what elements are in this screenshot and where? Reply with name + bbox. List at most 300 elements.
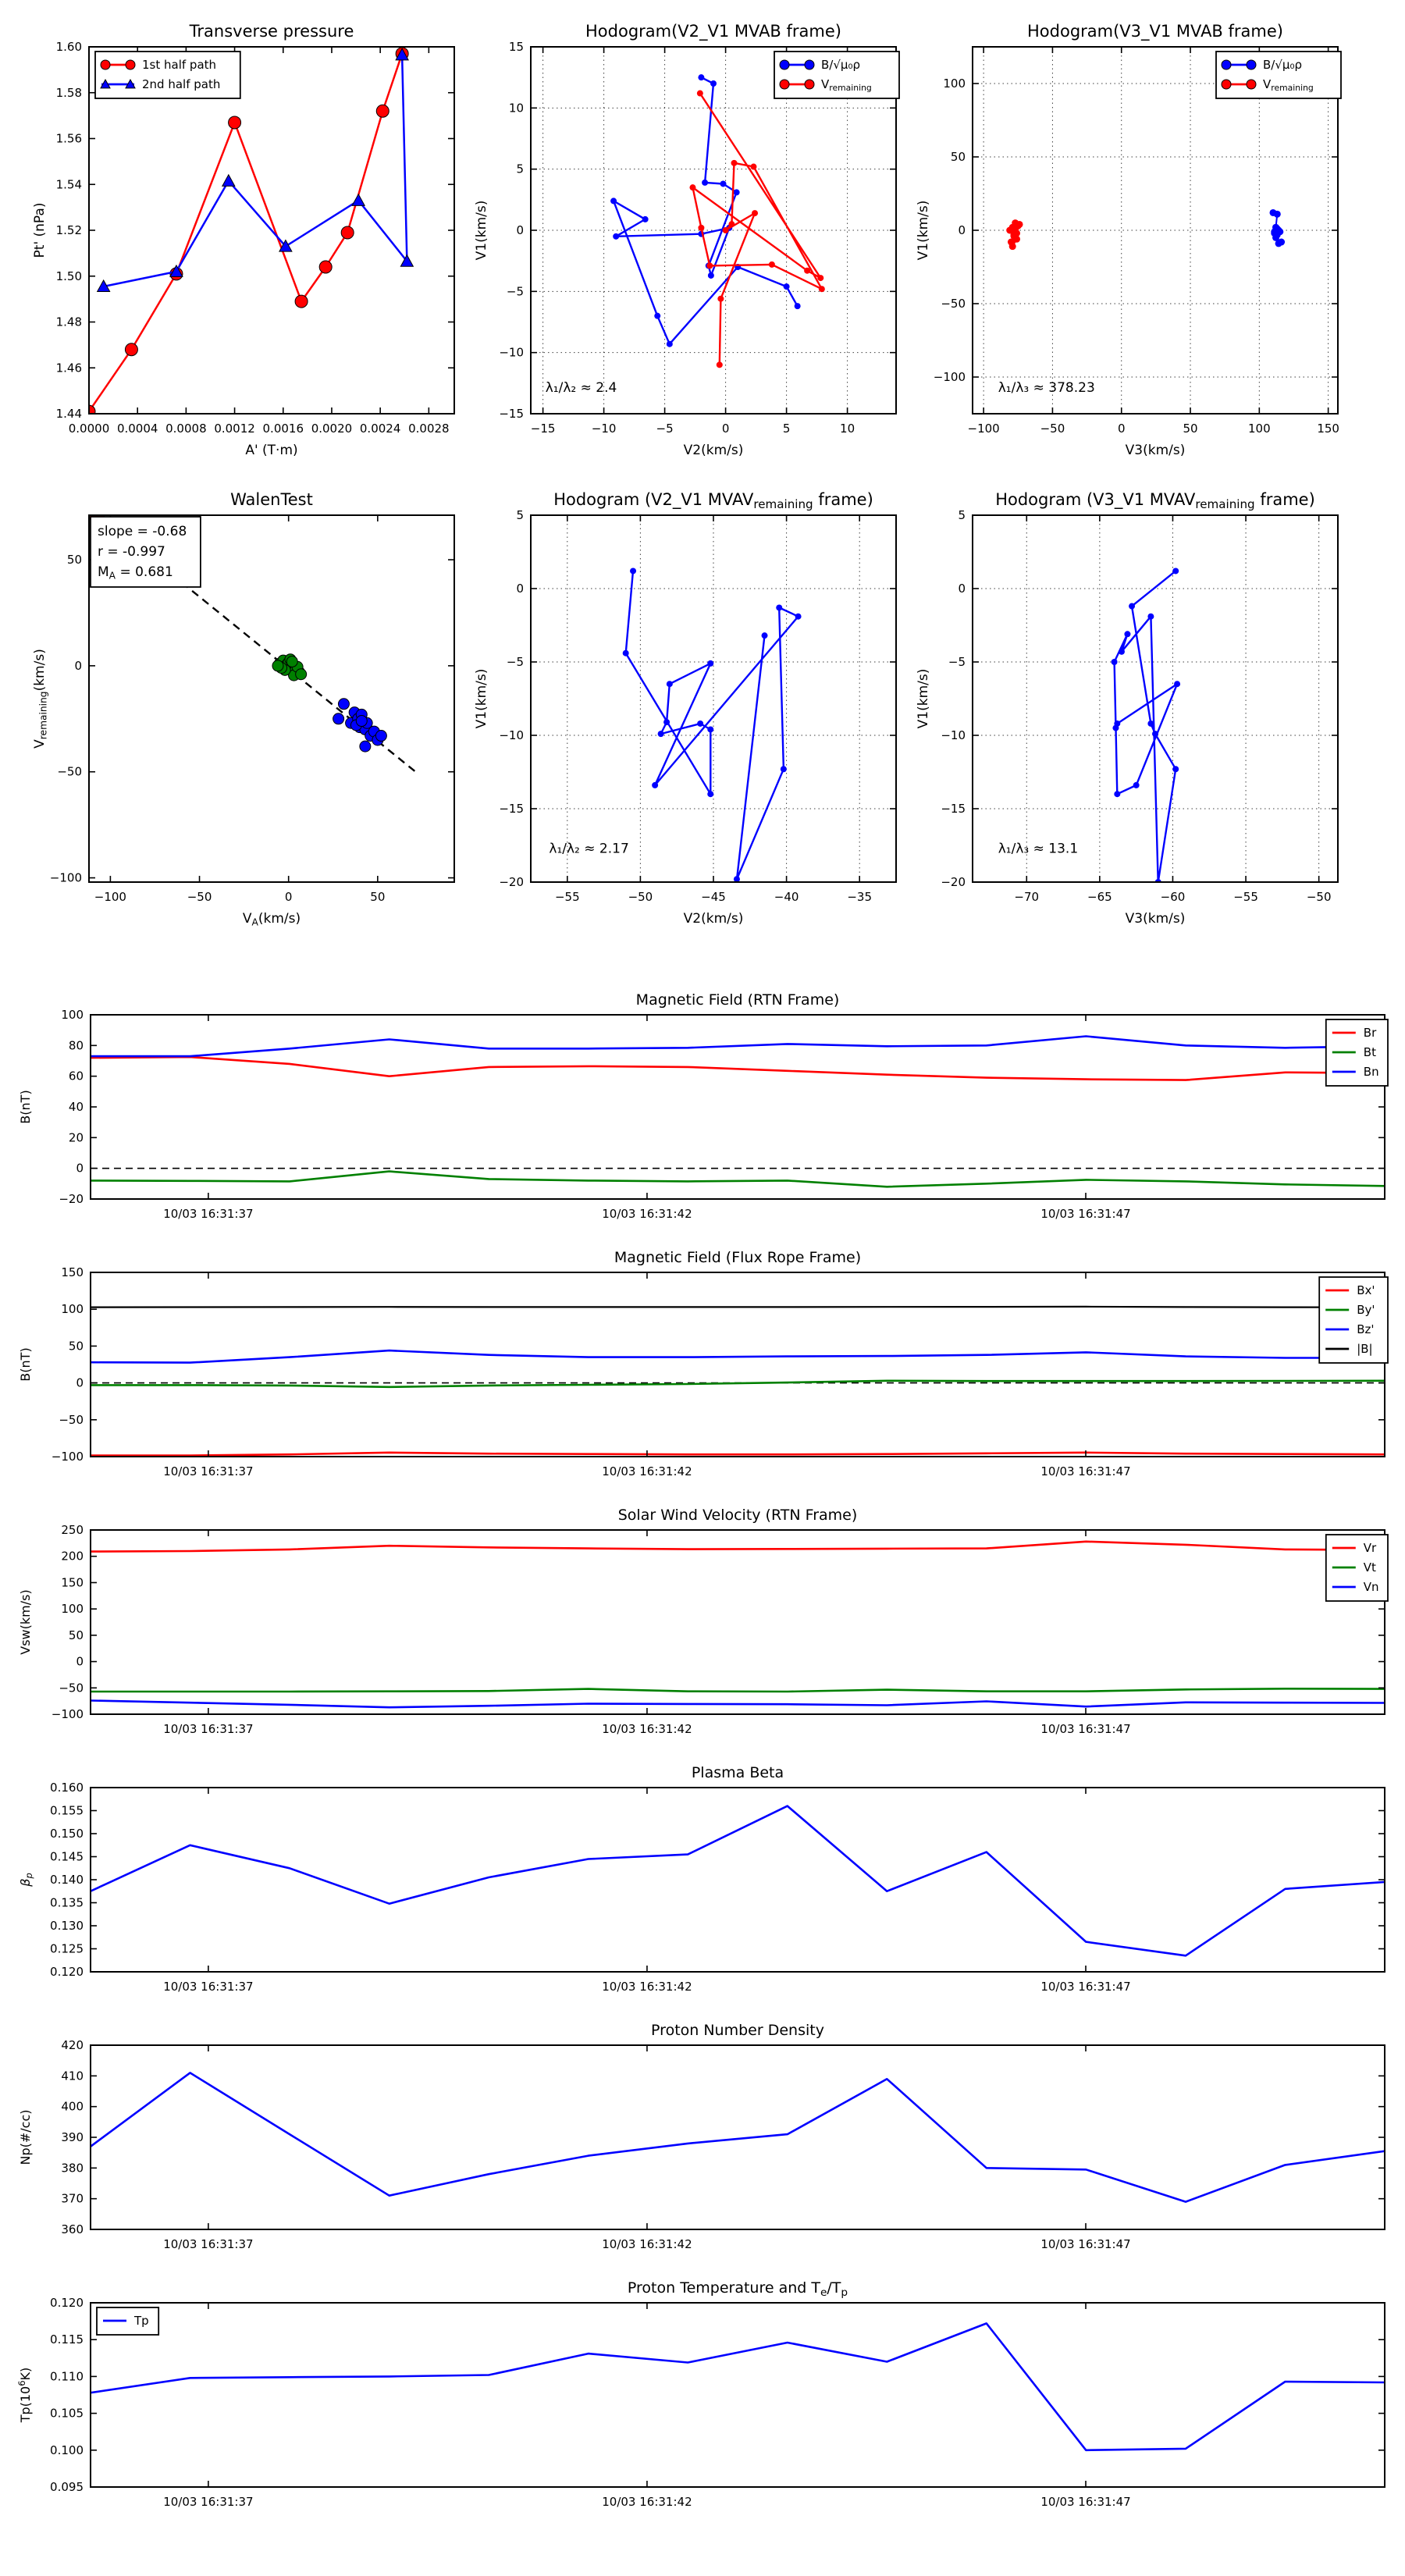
marker-circle: [360, 741, 371, 752]
marker-circle: [697, 91, 703, 97]
y-tick-label: 0: [958, 223, 966, 237]
marker-circle: [817, 275, 823, 281]
axes-frame: [531, 47, 896, 414]
marker-circle: [333, 713, 344, 724]
marker-circle: [654, 313, 660, 319]
chart-title: Hodogram (V2_V1 $MVAV_{remaining}$ frame): [553, 490, 873, 512]
series-line-v-remaining-hodo: [626, 571, 799, 879]
vsw-rtn-chart: [8, 1497, 1396, 1755]
x-tick-label: 0: [1117, 422, 1126, 436]
y-tick-label: 370: [61, 2191, 84, 2206]
chart-title: Plasma Beta: [691, 1764, 784, 1781]
y-tick-label: −50: [59, 1412, 84, 1427]
marker-circle: [1247, 80, 1256, 89]
marker-triangle: [222, 175, 235, 187]
marker-circle: [776, 604, 782, 610]
axes-frame: [91, 2045, 1385, 2229]
x-tick-label: 10/03 16:31:37: [163, 1207, 254, 1221]
y-tick-label: −20: [941, 875, 966, 889]
marker-circle: [613, 233, 619, 240]
b-flux-rope-chart: [8, 1240, 1396, 1497]
x-tick-label: 10/03 16:31:42: [602, 1464, 692, 1478]
y-tick-label: 0.140: [50, 1873, 84, 1887]
y-tick-label: 1.58: [55, 85, 82, 100]
x-tick-label: −65: [1087, 890, 1112, 904]
series-group: [610, 74, 825, 368]
y-tick-label: 0.100: [50, 2443, 84, 2457]
marker-circle: [1222, 60, 1231, 69]
chart-title: Transverse pressure: [189, 22, 354, 41]
marker-circle: [731, 160, 738, 166]
y-tick-label: −100: [49, 870, 82, 885]
x-axis-label: V3(km/s): [1125, 443, 1186, 458]
marker-circle: [642, 216, 649, 222]
y-tick-label: 0: [76, 1161, 84, 1176]
y-tick-label: 5: [958, 508, 966, 522]
marker-circle: [769, 262, 775, 268]
marker-circle: [1112, 659, 1118, 665]
series-line-Np: [91, 2073, 1385, 2201]
y-axis-label: Pt' (nPa): [32, 202, 48, 258]
y-tick-label: −50: [57, 764, 82, 779]
y-tick-label: 40: [68, 1100, 84, 1114]
marker-circle: [229, 116, 241, 129]
y-tick-label: −100: [51, 1707, 84, 1721]
marker-circle: [697, 720, 703, 727]
y-tick-label: 60: [68, 1069, 84, 1083]
y-tick-label: −15: [941, 802, 966, 816]
y-tick-label: 1.46: [55, 361, 82, 375]
x-tick-label: 10/03 16:31:37: [163, 2237, 254, 2251]
series-group: [91, 2323, 1385, 2450]
marker-circle: [795, 614, 802, 620]
y-axis-label: V1(km/s): [916, 668, 931, 729]
marker-circle: [1152, 731, 1158, 737]
legend-label: Vr: [1363, 1541, 1377, 1555]
marker-circle: [819, 286, 825, 292]
marker-circle: [376, 105, 389, 117]
marker-circle: [707, 726, 713, 732]
y-axis-label: V1(km/s): [916, 200, 931, 261]
marker-circle: [663, 719, 670, 725]
series-group: [1006, 209, 1285, 250]
marker-circle: [375, 731, 386, 742]
x-tick-label: −45: [701, 890, 726, 904]
marker-circle: [707, 660, 713, 667]
lambda-annotation: λ₁/λ₂ ≈ 2.17: [549, 841, 629, 857]
y-tick-label: 1.50: [55, 269, 82, 283]
y-tick-label: −10: [499, 345, 524, 360]
x-tick-label: 5: [782, 422, 791, 436]
x-tick-label: 10/03 16:31:37: [163, 2495, 254, 2509]
panel-b-flux-rope: [8, 1240, 1396, 1500]
info-box-line: $M_A = 0.681$: [98, 564, 173, 582]
y-tick-label: −20: [59, 1192, 84, 1206]
marker-circle: [728, 221, 735, 227]
y-axis-label: Vsw(km/s): [18, 1589, 33, 1655]
x-tick-label: −70: [1014, 890, 1040, 904]
marker-circle: [723, 227, 729, 233]
panel-hodogram-v2v1-mvav: [468, 478, 909, 941]
panel-b-rtn: [8, 982, 1396, 1243]
x-tick-label: −50: [187, 890, 212, 904]
marker-circle: [101, 60, 110, 69]
marker-circle: [341, 226, 354, 239]
y-tick-label: −5: [506, 655, 524, 669]
x-tick-label: 0.0004: [116, 422, 158, 436]
x-tick-label: 10/03 16:31:42: [602, 1207, 692, 1221]
x-tick-label: 50: [370, 890, 386, 904]
y-tick-label: 5: [516, 508, 524, 522]
x-tick-label: −50: [1040, 422, 1065, 436]
marker-circle: [706, 262, 713, 269]
y-tick-label: −100: [51, 1450, 84, 1464]
marker-circle: [784, 283, 790, 290]
chart-title: Proton Number Density: [651, 2022, 824, 2039]
x-tick-label: 0.0016: [262, 422, 304, 436]
chart-title: Proton Temperature and $T_e/T_p$: [627, 2279, 848, 2299]
y-tick-label: 0.110: [50, 2369, 84, 2384]
legend-label: 1st half path: [142, 58, 217, 72]
x-tick-label: 0: [721, 422, 730, 436]
y-tick-label: −15: [499, 802, 524, 816]
x-tick-label: 10/03 16:31:42: [602, 2237, 692, 2251]
y-tick-label: 390: [61, 2130, 84, 2144]
walen-test-chart: [27, 478, 468, 938]
proton-temperature-chart: [8, 2270, 1396, 2528]
marker-circle: [707, 791, 713, 797]
lambda-annotation: λ₁/λ₃ ≈ 13.1: [998, 841, 1079, 857]
marker-circle: [1222, 80, 1231, 89]
y-axis-label: V1(km/s): [474, 200, 489, 261]
y-tick-label: 0.120: [50, 1965, 84, 1979]
series-line-v-remaining: [693, 94, 822, 365]
y-tick-label: 0: [516, 223, 524, 237]
marker-circle: [1172, 766, 1179, 772]
marker-circle: [1133, 782, 1140, 788]
info-box-line: slope = -0.68: [98, 524, 187, 539]
legend-label: Bz': [1357, 1322, 1375, 1336]
y-tick-label: 0.150: [50, 1827, 84, 1841]
series-line-Tp: [91, 2323, 1385, 2450]
axes-frame: [91, 1530, 1385, 1714]
marker-circle: [125, 343, 137, 356]
y-tick-label: 1.52: [55, 223, 82, 237]
x-tick-label: 10/03 16:31:37: [163, 1722, 254, 1736]
y-tick-label: 0.155: [50, 1803, 84, 1818]
y-tick-label: 1.54: [55, 177, 82, 192]
series-line-Bn: [91, 1037, 1385, 1057]
marker-circle: [338, 699, 349, 710]
marker-circle: [1114, 720, 1120, 727]
y-tick-label: 0.120: [50, 2296, 84, 2310]
marker-circle: [1129, 603, 1135, 610]
hodogram-v2v1-mvab-chart: [468, 9, 909, 470]
legend-label: Br: [1363, 1026, 1377, 1040]
marker-circle: [1274, 226, 1281, 233]
series-line-Bx-prime: [91, 1453, 1385, 1456]
legend-label: 2nd half path: [142, 77, 221, 91]
marker-circle: [295, 295, 308, 308]
y-tick-label: 50: [68, 1628, 84, 1642]
marker-circle: [126, 60, 135, 69]
y-tick-label: 50: [68, 1339, 84, 1354]
x-tick-label: −35: [847, 890, 873, 904]
marker-circle: [752, 210, 758, 216]
x-tick-label: 0.0008: [165, 422, 207, 436]
y-tick-label: 50: [66, 553, 82, 568]
panel-hodogram-v3v1-mvav: [910, 478, 1351, 941]
marker-circle: [1147, 614, 1154, 620]
panel-hodogram-v2v1-mvab: [468, 9, 909, 473]
marker-circle: [780, 80, 789, 89]
y-tick-label: 1.44: [55, 407, 82, 421]
legend-label: Vt: [1363, 1560, 1376, 1574]
x-tick-label: 10/03 16:31:47: [1040, 1464, 1131, 1478]
x-tick-label: 10/03 16:31:37: [163, 1464, 254, 1478]
marker-circle: [795, 303, 801, 309]
y-tick-label: −10: [499, 728, 524, 742]
y-tick-label: 410: [61, 2069, 84, 2083]
y-tick-label: 0.095: [50, 2480, 84, 2494]
legend-label: |B|: [1357, 1342, 1373, 1356]
series-group: [83, 48, 413, 418]
marker-circle: [610, 197, 617, 204]
y-tick-label: 420: [61, 2038, 84, 2052]
hodogram-v2v1-mvav-chart: [468, 478, 909, 938]
y-tick-label: 0: [76, 1654, 84, 1669]
y-tick-label: 0: [516, 582, 524, 596]
x-tick-label: 10/03 16:31:47: [1040, 1980, 1131, 1994]
series-line-beta-p: [91, 1806, 1385, 1956]
plasma-beta-chart: [8, 1755, 1396, 2012]
marker-circle: [750, 164, 756, 170]
series-group: [91, 1307, 1385, 1456]
y-tick-label: 5: [516, 162, 524, 176]
y-axis-label: $V_{remaining}(km/s)$: [32, 649, 49, 749]
series-line-Bt: [91, 1172, 1385, 1187]
y-tick-label: 150: [61, 1265, 84, 1279]
marker-circle: [702, 180, 708, 186]
y-axis-label: B(nT): [18, 1090, 33, 1124]
series-group: [91, 2073, 1385, 2201]
panel-plasma-beta: [8, 1755, 1396, 2016]
panel-hodogram-v3v1-mvab: [910, 9, 1351, 473]
x-tick-label: −50: [628, 890, 653, 904]
x-axis-label: V2(km/s): [683, 443, 744, 458]
series-group: [91, 1806, 1385, 1956]
marker-circle: [1247, 60, 1256, 69]
x-tick-label: 10/03 16:31:42: [602, 1980, 692, 1994]
x-axis-label: $V_A(km/s)$: [242, 911, 301, 928]
y-tick-label: 250: [61, 1523, 84, 1537]
y-tick-label: 20: [68, 1130, 84, 1145]
legend-label: Tp: [134, 2314, 149, 2328]
marker-circle: [1010, 231, 1017, 238]
series-line-Vr: [91, 1542, 1385, 1552]
y-tick-label: 100: [943, 76, 966, 91]
series-line-v-remaining-hodo3: [1115, 571, 1178, 882]
legend-label: $V_{remaining}$: [1263, 77, 1314, 93]
y-axis-label: Np(#/cc): [18, 2109, 33, 2165]
y-axis-label: V1(km/s): [474, 668, 489, 729]
hodogram-v3v1-mvav-chart: [910, 478, 1351, 938]
x-axis-label: A' (T·m): [245, 443, 298, 458]
y-tick-label: 100: [61, 1602, 84, 1617]
lambda-annotation: λ₁/λ₃ ≈ 378.23: [998, 379, 1095, 396]
y-tick-label: 1.56: [55, 131, 82, 146]
marker-circle: [319, 261, 332, 273]
y-tick-label: 50: [950, 150, 966, 164]
x-tick-label: 50: [1183, 422, 1198, 436]
marker-circle: [286, 656, 297, 667]
b-rtn-chart: [8, 982, 1396, 1240]
x-tick-label: 0: [284, 890, 293, 904]
x-tick-label: 0.0012: [214, 422, 255, 436]
y-tick-label: 0.130: [50, 1919, 84, 1933]
marker-circle: [781, 766, 787, 772]
lambda-annotation: λ₁/λ₂ ≈ 2.4: [545, 379, 617, 396]
marker-circle: [667, 681, 673, 687]
marker-circle: [804, 268, 810, 274]
axes-frame: [531, 515, 896, 882]
y-axis-label: $Tp(10^6K)$: [16, 2367, 33, 2423]
x-tick-label: 0.0024: [359, 422, 401, 436]
marker-circle: [1009, 243, 1016, 250]
x-tick-label: 0.0020: [311, 422, 353, 436]
axes-frame: [91, 2303, 1385, 2487]
y-tick-label: 0.145: [50, 1849, 84, 1864]
y-tick-label: 0.125: [50, 1941, 84, 1956]
x-tick-label: 0.0028: [408, 422, 450, 436]
y-tick-label: −15: [499, 407, 524, 421]
panel-vsw-rtn: [8, 1497, 1396, 1758]
y-tick-label: 15: [508, 40, 524, 54]
y-tick-label: 0.135: [50, 1895, 84, 1910]
marker-circle: [630, 568, 636, 574]
marker-circle: [717, 296, 724, 302]
y-tick-label: −5: [948, 655, 966, 669]
y-tick-label: −20: [499, 875, 524, 889]
transverse-pressure-chart: [27, 9, 468, 470]
marker-circle: [698, 225, 704, 231]
legend-label: Bn: [1363, 1065, 1379, 1079]
y-tick-label: 0.115: [50, 2332, 84, 2347]
y-tick-label: 380: [61, 2161, 84, 2176]
x-tick-label: −55: [1233, 890, 1258, 904]
chart-title: Hodogram(V3_V1 MVAB frame): [1027, 22, 1283, 41]
marker-circle: [1119, 649, 1125, 655]
x-tick-label: −100: [967, 422, 1000, 436]
chart-title: Magnetic Field (Flux Rope Frame): [614, 1249, 862, 1266]
series-group: [623, 568, 802, 882]
y-tick-label: 0: [74, 658, 82, 673]
marker-circle: [734, 189, 740, 195]
y-tick-label: 100: [61, 1302, 84, 1317]
series-line-B-magnitude: [91, 1307, 1385, 1308]
x-tick-label: −15: [530, 422, 556, 436]
chart-title: Magnetic Field (RTN Frame): [635, 991, 840, 1009]
y-tick-label: 1.60: [55, 40, 82, 54]
y-tick-label: 100: [61, 1008, 84, 1022]
chart-title: Hodogram(V2_V1 MVAB frame): [585, 22, 841, 41]
series-group: [1112, 568, 1180, 885]
y-tick-label: −50: [941, 297, 966, 311]
marker-circle: [689, 184, 695, 190]
marker-circle: [667, 341, 673, 347]
marker-circle: [356, 716, 367, 727]
legend-label: Bt: [1363, 1045, 1376, 1059]
y-tick-label: 1.48: [55, 315, 82, 329]
legend-label: Vn: [1363, 1580, 1379, 1594]
panel-proton-temperature: [8, 2270, 1396, 2531]
marker-circle: [708, 272, 714, 279]
marker-circle: [698, 74, 704, 80]
legend-label: Bx': [1357, 1283, 1375, 1297]
legend-label: B/√μ₀ρ: [821, 58, 860, 72]
panel-transverse-pressure: [27, 9, 468, 473]
y-tick-label: 360: [61, 2222, 84, 2236]
marker-circle: [1114, 791, 1120, 797]
x-tick-label: 0.0000: [68, 422, 110, 436]
x-tick-label: 10/03 16:31:47: [1040, 2237, 1131, 2251]
marker-circle: [1174, 681, 1180, 687]
legend-label: B/√μ₀ρ: [1263, 58, 1302, 72]
series-line-Br: [91, 1057, 1385, 1080]
x-tick-label: 150: [1317, 422, 1339, 436]
panel-walen-test: [27, 478, 468, 941]
legend-label: $V_{remaining}$: [821, 77, 872, 93]
marker-circle: [717, 361, 723, 368]
y-tick-label: 80: [68, 1038, 84, 1053]
axes-frame: [91, 1788, 1385, 1972]
x-axis-label: V3(km/s): [1125, 911, 1186, 927]
x-tick-label: 10/03 16:31:47: [1040, 1207, 1131, 1221]
x-tick-label: 10: [840, 422, 855, 436]
chart-title: WalenTest: [230, 490, 313, 509]
x-tick-label: −50: [1306, 890, 1332, 904]
marker-circle: [623, 650, 629, 656]
x-tick-label: 10/03 16:31:42: [602, 2495, 692, 2509]
y-tick-label: 150: [61, 1575, 84, 1590]
y-tick-label: −5: [506, 284, 524, 299]
x-tick-label: −100: [94, 890, 126, 904]
axes-frame: [91, 1272, 1385, 1457]
marker-circle: [1172, 568, 1179, 574]
series-group: [91, 1037, 1385, 1187]
marker-circle: [710, 80, 717, 87]
marker-circle: [1124, 631, 1130, 637]
y-tick-label: −100: [933, 370, 966, 384]
x-tick-label: −5: [656, 422, 674, 436]
y-tick-label: 400: [61, 2099, 84, 2114]
series-line-Bz-prime: [91, 1350, 1385, 1363]
x-tick-label: −10: [591, 422, 617, 436]
y-tick-label: 200: [61, 1549, 84, 1564]
y-tick-label: 10: [508, 101, 524, 116]
chart-title: Hodogram (V3_V1 $MVAV_{remaining}$ frame): [995, 490, 1315, 512]
marker-circle: [272, 660, 283, 671]
x-tick-label: 10/03 16:31:47: [1040, 2495, 1131, 2509]
series-line-alfven-velocity: [614, 77, 798, 344]
series-line-1st-half-path: [89, 54, 402, 411]
y-axis-label: B(nT): [18, 1347, 33, 1382]
x-tick-label: 10/03 16:31:47: [1040, 1722, 1131, 1736]
x-tick-label: −60: [1160, 890, 1186, 904]
series-group: [91, 1542, 1385, 1707]
series-line-By-prime: [91, 1381, 1385, 1387]
y-tick-label: 0: [76, 1375, 84, 1390]
